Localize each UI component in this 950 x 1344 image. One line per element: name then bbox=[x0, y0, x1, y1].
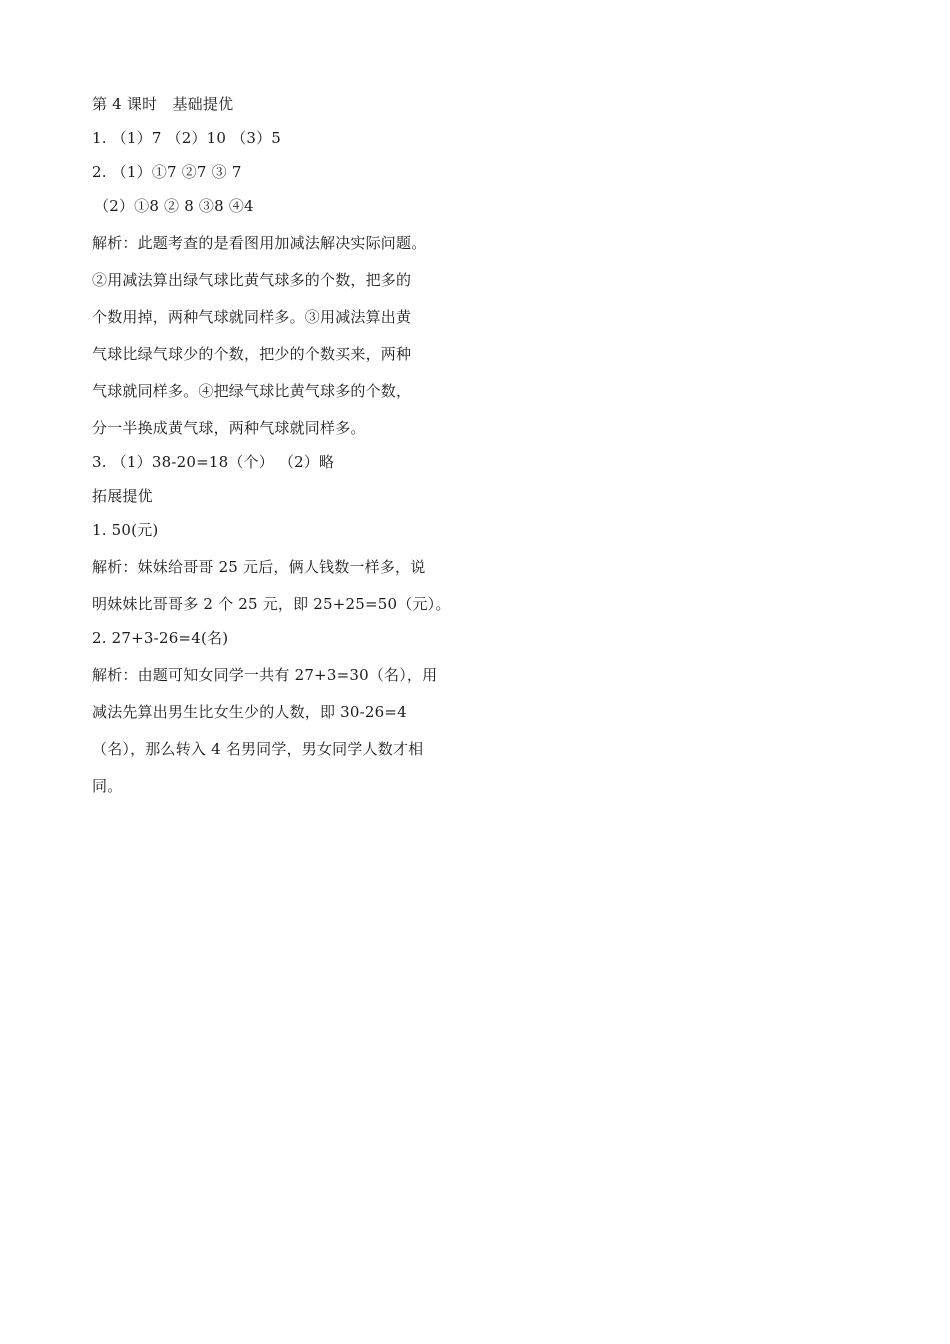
extension-question-2-analysis bbox=[92, 658, 462, 806]
analysis-line: 减法先算出男生比女生少的人数，即 30-26=4 bbox=[92, 703, 407, 721]
analysis-line: 解析：此题考查的是看图用加减法解决实际问题。 bbox=[92, 234, 427, 252]
analysis-line: 气球就同样多。④把绿气球比黄气球多的个数， bbox=[92, 382, 412, 400]
extension-question-1-analysis bbox=[92, 550, 462, 624]
analysis-line: 解析：由题可知女同学一共有 27+3=30（名），用 bbox=[92, 666, 438, 684]
analysis-line: 解析：妹妹给哥哥 25 元后，俩人钱数一样多，说 bbox=[92, 558, 426, 576]
basic-question-1-answer: 1. （1）7 （2）10 （3）5 bbox=[92, 129, 282, 147]
analysis-line: 同。 bbox=[92, 777, 123, 795]
basic-question-2-analysis bbox=[92, 226, 462, 448]
extension-question-2-answer: 2. 27+3-26=4(名) bbox=[92, 629, 229, 647]
analysis-line: 分一半换成黄气球，两种气球就同样多。 bbox=[92, 419, 366, 437]
basic-question-2-part-2-answer: （2）①8 ② 8 ③8 ④4 bbox=[94, 197, 254, 215]
analysis-line: 明妹妹比哥哥多 2 个 25 元，即 25+25=50（元）。 bbox=[92, 595, 451, 613]
lesson-title: 第 4 课时 基础提优 bbox=[92, 95, 234, 113]
analysis-line: 个数用掉，两种气球就同样多。③用减法算出黄 bbox=[92, 308, 412, 326]
answer-page bbox=[92, 90, 462, 806]
basic-question-3-answer: 3. （1）38-20=18（个） （2）略 bbox=[92, 453, 335, 471]
analysis-line: ②用减法算出绿气球比黄气球多的个数，把多的 bbox=[92, 271, 412, 289]
analysis-line: 气球比绿气球少的个数，把少的个数买来，两种 bbox=[92, 345, 412, 363]
analysis-line: （名），那么转入 4 名男同学，男女同学人数才相 bbox=[92, 740, 424, 758]
extension-title: 拓展提优 bbox=[92, 487, 153, 505]
basic-question-2-part-1-answer: 2. （1）①7 ②7 ③ 7 bbox=[92, 163, 242, 181]
extension-question-1-answer: 1. 50(元) bbox=[92, 521, 159, 539]
